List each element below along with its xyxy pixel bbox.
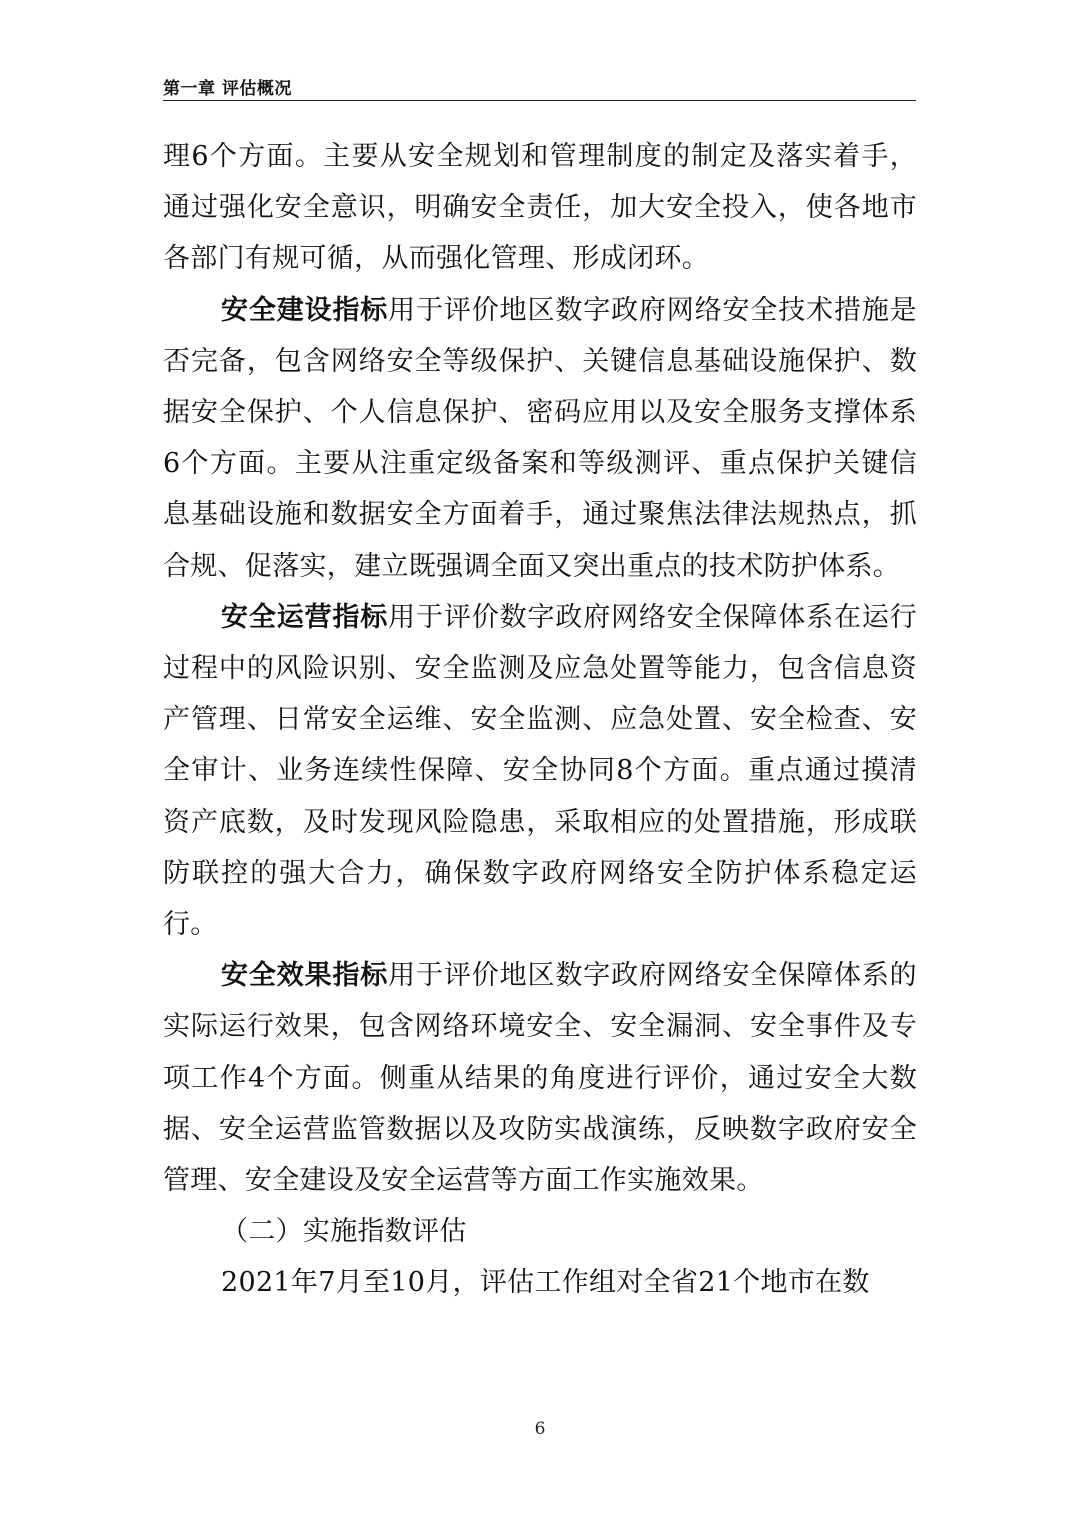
paragraph-continuation xyxy=(163,131,917,285)
paragraph-security-effect xyxy=(163,950,917,1206)
paragraph-lead-term: 安全效果指标 xyxy=(221,960,389,992)
paragraph-security-construction xyxy=(163,285,917,592)
paragraph-implementation xyxy=(163,1257,917,1308)
page-number: 6 xyxy=(534,1419,546,1439)
paragraph-text: 理6个方面。主要从安全规划和管理制度的制定及落实着手，通过强化安全意识，明确安全责任，加大安全投入，使各地市各部门有规可循，从而强化管理、形成闭环。 xyxy=(163,141,917,275)
paragraph-lead-term: 安全运营指标 xyxy=(221,601,389,633)
paragraph-lead-term: 安全建设指标 xyxy=(221,294,389,326)
paragraph-text: 用于评价地区数字政府网络安全保障体系的实际运行效果，包含网络环境安全、安全漏洞、安全事件及专项工作4个方面。侧重从结果的角度进行评价，通过安全大数据、安全运营监管数据以及攻防实战演练，反映数字政府安全管理、安全建设及安全运营等方面工作实施效果。 xyxy=(163,960,917,1197)
paragraph-text: 2021年7月至10月，评估工作组对全省21个地市在数 xyxy=(221,1267,870,1299)
document-body xyxy=(163,131,917,1309)
paragraph-text: 用于评价数字政府网络安全保障体系在运行过程中的风险识别、安全监测及应急处置等能力，包含信息资产管理、日常安全运维、安全监测、应急处置、安全检查、安全审计、业务连续性保障、安全协同8个方面。重点通过摸清资产底数，及时发现风险隐患，采取相应的处置措施，形成联防联控的强大合力，确保数字政府网络安全防护体系稳定运行。 xyxy=(163,601,917,941)
paragraph-security-operations xyxy=(163,592,917,950)
paragraph-text: 用于评价地区数字政府网络安全技术措施是否完备，包含网络安全等级保护、关键信息基础设施保护、数据安全保护、个人信息保护、密码应用以及安全服务支撑体系6个方面。主要从注重定级备案和等级测评、重点保护关键信息基础设施和数据安全方面着手，通过聚焦法律法规热点，抓合规、促落实，建立既强调全面又突出重点的技术防护体系。 xyxy=(163,294,917,582)
page-header xyxy=(163,72,916,101)
chapter-title: 第一章 评估概况 xyxy=(163,79,292,99)
section-subheading: （二）实施指数评估 xyxy=(221,1216,467,1248)
